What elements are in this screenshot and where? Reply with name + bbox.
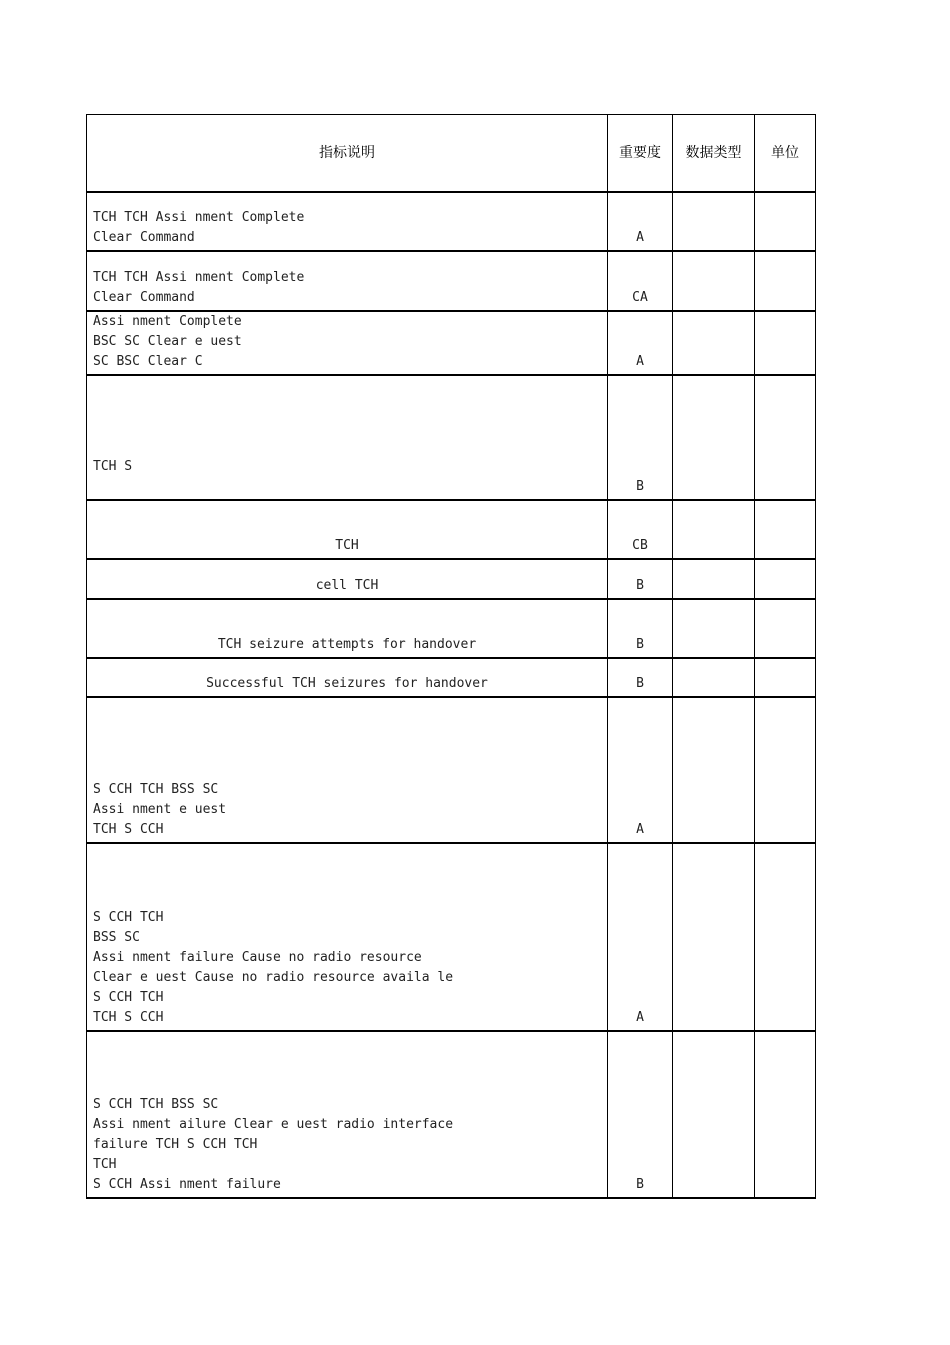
row-importance: B [608,375,673,500]
row-description: TCH TCH Assi nment Complete Clear Command [87,251,608,311]
table-row [87,658,816,697]
row-unit [755,375,816,500]
row-description: TCH TCH Assi nment Complete Clear Command [87,192,608,251]
row-data-type [673,658,755,697]
table-row [87,375,816,500]
row-unit [755,1031,816,1198]
row-importance: A [608,311,673,375]
row-description: cell TCH [87,559,608,599]
table-row [87,599,816,658]
header-row [87,115,816,193]
row-unit [755,599,816,658]
header-data-type: 数据类型 [673,115,755,193]
row-importance: CB [608,500,673,559]
row-description: TCH [87,500,608,559]
row-description: S CCH TCH BSS SC Assi nment ailure Clear e uest radio interface failure TCH S CCH TCH TCH S CCH Assi nment failure [87,1031,608,1198]
row-unit [755,500,816,559]
table-row [87,500,816,559]
row-description: S CCH TCH BSS SC Assi nment failure Cause no radio resource Clear e uest Cause no radio resource availa le S CCH TCH TCH S CCH [87,843,608,1031]
row-unit [755,311,816,375]
table-row [87,311,816,375]
row-description: TCH S [87,375,608,500]
row-data-type [673,559,755,599]
row-description: TCH seizure attempts for handover [87,599,608,658]
row-description: S CCH TCH BSS SC Assi nment e uest TCH S CCH [87,697,608,843]
row-unit [755,192,816,251]
row-data-type [673,697,755,843]
header-unit: 单位 [755,115,816,193]
row-unit [755,843,816,1031]
row-importance: A [608,192,673,251]
row-unit [755,251,816,311]
row-importance: A [608,843,673,1031]
row-data-type [673,375,755,500]
table-row [87,697,816,843]
table-row [87,251,816,311]
row-importance: B [608,1031,673,1198]
row-importance: B [608,559,673,599]
row-unit [755,658,816,697]
row-unit [755,559,816,599]
row-data-type [673,599,755,658]
row-importance: B [608,599,673,658]
row-data-type [673,500,755,559]
header-description: 指标说明 [87,115,608,193]
row-unit [755,697,816,843]
row-importance: A [608,697,673,843]
row-importance: CA [608,251,673,311]
header-importance: 重要度 [608,115,673,193]
table-row [87,559,816,599]
row-data-type [673,192,755,251]
row-description: Assi nment Complete BSC SC Clear e uest SC BSC Clear C [87,311,608,375]
row-importance: B [608,658,673,697]
table-row [87,843,816,1031]
row-data-type [673,311,755,375]
indicator-table [86,114,816,1199]
row-data-type [673,251,755,311]
row-data-type [673,1031,755,1198]
row-description: Successful TCH seizures for handover [87,658,608,697]
table-row [87,1031,816,1198]
table-row [87,192,816,251]
row-data-type [673,843,755,1031]
